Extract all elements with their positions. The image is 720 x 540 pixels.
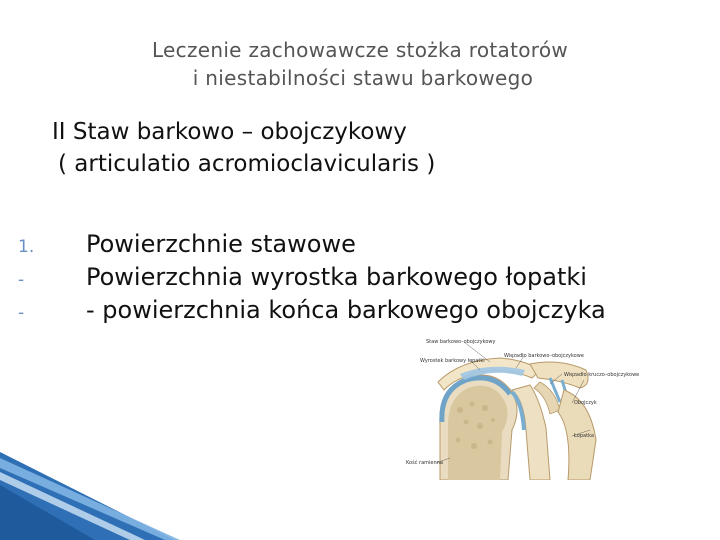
list-item (18, 294, 718, 327)
figure-label-clavicle: Obojczyk (574, 400, 597, 406)
figure-label-acromion: Wyrostek barkowy łopatki (420, 358, 485, 364)
shoulder-joint-illustration (400, 330, 658, 480)
list-item (18, 261, 718, 294)
section-heading-line-2: ( articulatio acromioclavicularis ) (58, 151, 436, 177)
list-marker: 1. (18, 237, 35, 257)
section-heading (52, 116, 435, 180)
figure-label-cc-ligament: Więzadło kruczo–obojczykowe (564, 372, 640, 378)
figure-label-top: Staw barkowo–obojczykowy (426, 339, 496, 345)
slide-title-line-2: i niestabilności stawu barkowego (192, 66, 534, 90)
list-item-text: Powierzchnie stawowe (86, 230, 356, 258)
slide-title (0, 36, 720, 92)
list-marker: - (18, 270, 25, 290)
bullet-list (18, 228, 718, 327)
figure-label-ac-ligament: Więzadło barkowo–obojczykowe (504, 353, 584, 359)
slide-title-line-1: Leczenie zachowawcze stożka rotatorów (151, 38, 569, 62)
list-marker: - (18, 303, 25, 323)
list-item (18, 228, 718, 261)
section-heading-line-1: II Staw barkowo – obojczykowy (52, 119, 407, 145)
figure-label-humerus: Kość ramienna (406, 460, 443, 466)
list-item-text: Powierzchnia wyrostka barkowego łopatki (86, 263, 587, 291)
list-item-text: - powierzchnia końca barkowego obojczyka (86, 296, 606, 324)
figure-label-scapula: Łopatka (574, 433, 594, 439)
